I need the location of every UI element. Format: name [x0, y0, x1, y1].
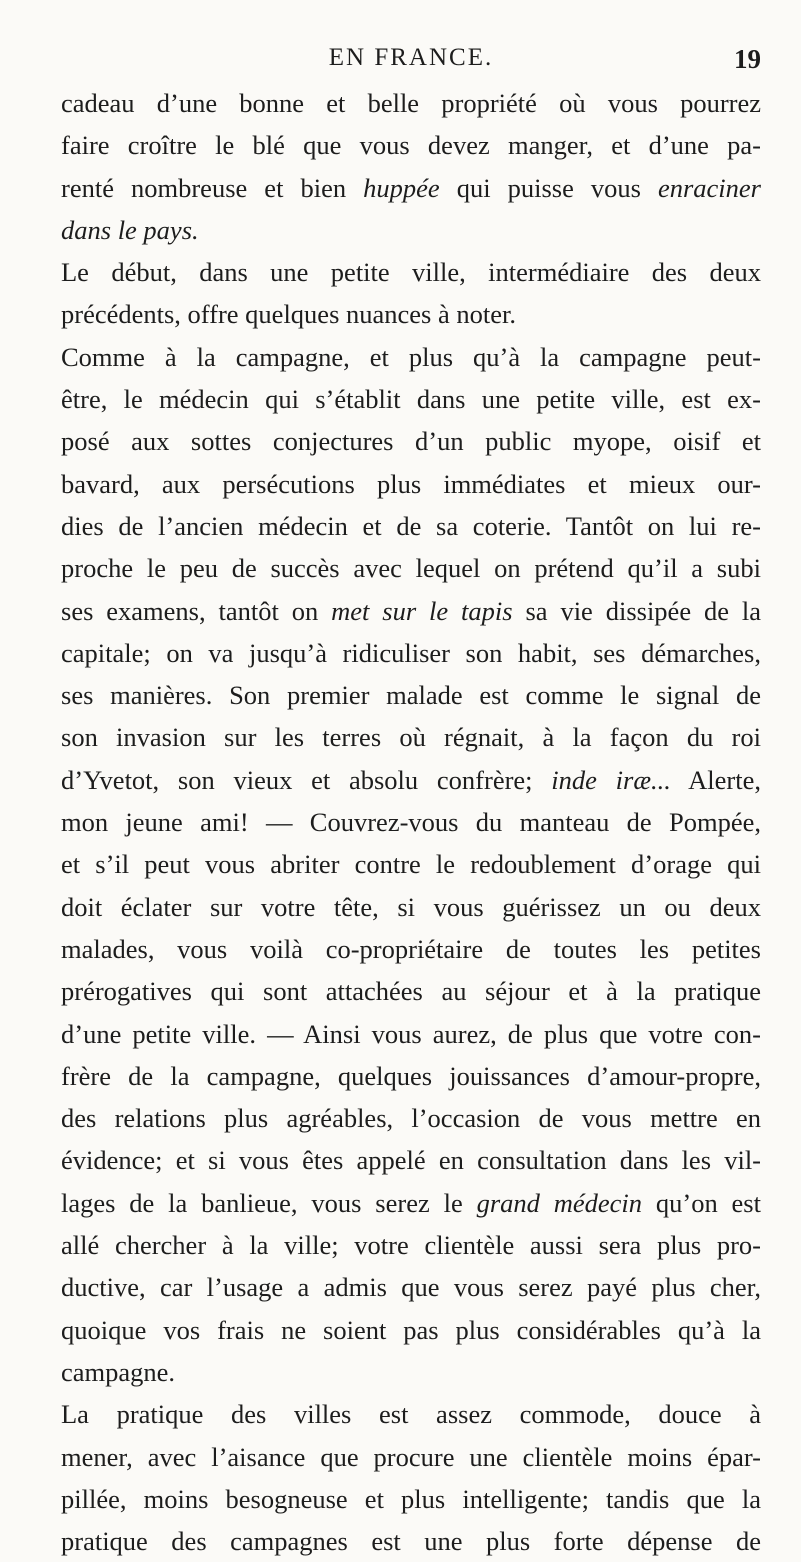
text-line — [61, 970, 761, 1012]
text-run: frère de la campagne, quelques jouissances d’amour-propre, — [61, 1060, 761, 1091]
text-run: bavard, aux persécutions plus immédiates et mieux our- — [61, 468, 761, 499]
text-line — [61, 1182, 761, 1224]
text-line — [61, 167, 761, 209]
italic-text: grand médecin — [476, 1187, 643, 1218]
text-run: et s’il peut vous abriter contre le redoublement d’orage qui — [61, 849, 761, 880]
italic-text: inde iræ... — [551, 764, 671, 795]
text-line — [61, 674, 761, 716]
italic-text: dans le pays. — [61, 214, 199, 245]
text-line — [61, 1055, 761, 1097]
text-run: Alerte, — [670, 764, 762, 795]
text-line — [61, 759, 761, 801]
text-line — [61, 463, 761, 505]
text-line — [61, 801, 761, 843]
running-head — [61, 44, 761, 84]
text-line — [61, 82, 761, 124]
text-run: ductive, car l’usage a admis que vous serez payé plus cher, — [61, 1272, 761, 1303]
text-run: lages de la banlieue, vous serez le — [61, 1187, 477, 1218]
text-run: quoique vos frais ne soient pas plus considérables qu’à la — [61, 1314, 761, 1345]
text-line — [61, 1436, 761, 1478]
text-run: son invasion sur les terres où régnait, à la façon du roi — [61, 722, 761, 753]
text-run: qu’on est — [642, 1187, 761, 1218]
text-run: ses manières. Son premier malade est comme le signal de — [61, 680, 761, 711]
text-run: mon jeune ami! — Couvrez-vous du manteau de Pompée, — [61, 807, 761, 838]
text-run: posé aux sottes conjectures d’un public myope, oisif et — [61, 426, 761, 457]
text-run: pillée, moins besogneuse et plus intelligente; tandis que la — [61, 1483, 761, 1514]
text-line — [61, 209, 761, 251]
text-run: qui puisse vous — [439, 172, 658, 203]
text-line — [61, 1013, 761, 1055]
text-run: doit éclater sur votre tête, si vous guérissez un ou deux — [61, 891, 761, 922]
text-line — [61, 1266, 761, 1308]
text-line — [61, 505, 761, 547]
text-run: capitale; on va jusqu’à ridiculiser son habit, ses démarches, — [61, 637, 761, 668]
italic-text: met sur le tapis — [331, 595, 513, 626]
text-line — [61, 716, 761, 758]
text-line — [61, 632, 761, 674]
text-run: d’Yvetot, son vieux et absolu confrère; — [61, 764, 552, 795]
text-line — [61, 293, 761, 335]
text-run: des relations plus agréables, l’occasion de vous mettre en — [61, 1103, 761, 1134]
text-run: La pratique des villes est assez commode, douce à — [61, 1399, 761, 1430]
text-line — [61, 1520, 761, 1562]
text-line — [61, 1393, 761, 1435]
text-run: proche le peu de succès avec lequel on prétend qu’il a subi — [61, 553, 761, 584]
text-line — [61, 1139, 761, 1181]
text-line — [61, 590, 761, 632]
text-line — [61, 378, 761, 420]
text-line — [61, 1478, 761, 1520]
text-run: prérogatives qui sont attachées au séjour et à la pratique — [61, 976, 761, 1007]
text-run: malades, vous voilà co-propriétaire de toutes les petites — [61, 933, 761, 964]
running-title: EN FRANCE. — [328, 44, 494, 71]
text-line — [61, 886, 761, 928]
text-run: faire croître le blé que vous devez manger, et d’une pa- — [61, 130, 761, 161]
italic-text: enraciner — [657, 172, 761, 203]
text-run: sa vie dissipée de la — [512, 595, 761, 626]
text-run: dies de l’ancien médecin et de sa coterie. Tantôt on lui re- — [61, 510, 761, 541]
text-line — [61, 928, 761, 970]
text-run: allé chercher à la ville; votre clientèle aussi sera plus pro- — [61, 1230, 761, 1261]
text-run: mener, avec l’aisance que procure une clientèle moins épar- — [61, 1441, 761, 1472]
text-line — [61, 1351, 761, 1393]
italic-text: huppée — [363, 172, 440, 203]
text-line — [61, 420, 761, 462]
text-run: Le début, dans une petite ville, intermédiaire des deux — [61, 257, 761, 288]
text-run: précédents, offre quelques nuances à noter. — [61, 299, 516, 330]
text-line — [61, 336, 761, 378]
text-run: cadeau d’une bonne et belle propriété où vous pourrez — [61, 88, 761, 118]
text-line — [61, 1097, 761, 1139]
text-line — [61, 1224, 761, 1266]
text-line — [61, 1309, 761, 1351]
text-line — [61, 251, 761, 293]
text-run: ses examens, tantôt on — [61, 595, 332, 626]
text-run: d’une petite ville. — Ainsi vous aurez, de plus que votre con- — [61, 1018, 761, 1049]
text-run: campagne. — [61, 1356, 176, 1387]
body-text — [61, 82, 761, 1562]
text-run: renté nombreuse et bien — [61, 172, 364, 203]
text-run: être, le médecin qui s’établit dans une petite ville, est ex- — [61, 384, 761, 415]
text-line — [61, 843, 761, 885]
text-run: Comme à la campagne, et plus qu’à la campagne peut- — [61, 341, 761, 372]
text-line — [61, 124, 761, 166]
text-run: évidence; et si vous êtes appelé en consultation dans les vil- — [61, 1145, 761, 1176]
text-run: pratique des campagnes est une plus forte dépense de — [61, 1526, 761, 1557]
text-line — [61, 547, 761, 589]
page-number: 19 — [734, 44, 761, 74]
